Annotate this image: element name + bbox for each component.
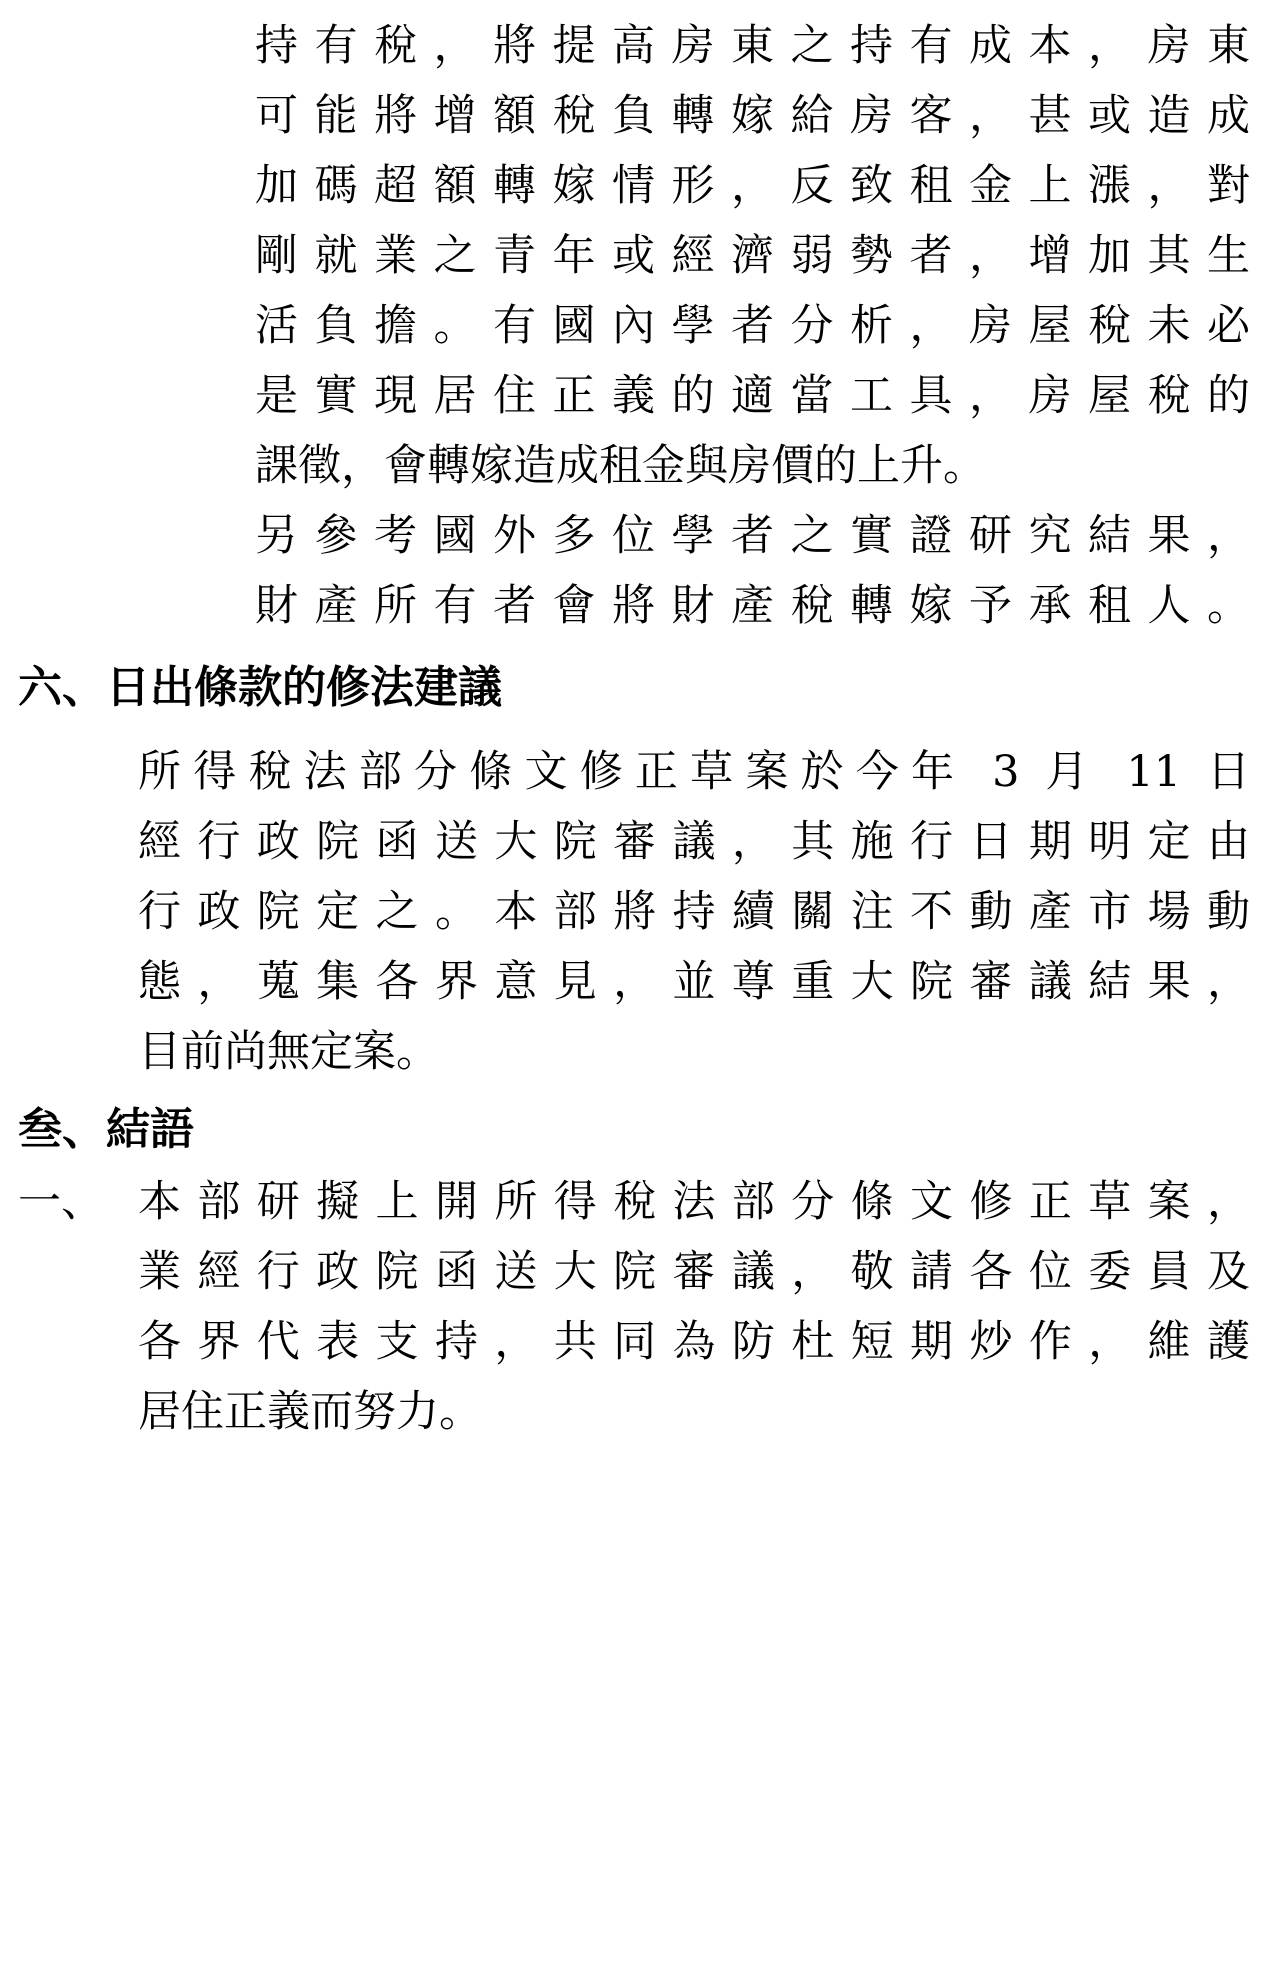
paragraph-line: 剛就業之青年或經濟弱勢者，增加其生 [255, 231, 1250, 281]
paragraph-line: 是實現居住正義的適當工具，房屋稅的 [255, 371, 1250, 421]
item-marker: 一、 [18, 1177, 104, 1227]
paragraph-line: 業經行政院函送大院審議，敬請各位委員及 [138, 1247, 1250, 1297]
paragraph-line: 加碼超額轉嫁情形，反致租金上漲，對 [255, 161, 1250, 211]
paragraph-line: 行政院定之。本部將持續關注不動產市場動 [138, 887, 1250, 937]
paragraph-line: 居住正義而努力。 [138, 1387, 482, 1437]
paragraph-line: 另參考國外多位學者之實證研究結果， [255, 511, 1250, 561]
conclusion-heading: 叁、結語 [18, 1104, 194, 1155]
paragraph-line: 課徵，會轉嫁造成租金與房價的上升。 [255, 441, 986, 491]
paragraph-line: 活負擔。有國內學者分析，房屋稅未必 [255, 301, 1250, 351]
paragraph-line: 態，蒐集各界意見，並尊重大院審議結果， [138, 957, 1250, 1007]
paragraph-line: 財產所有者會將財產稅轉嫁予承租人。 [255, 581, 1250, 631]
paragraph-line: 經行政院函送大院審議，其施行日期明定由 [138, 817, 1250, 867]
paragraph-line: 所得稅法部分條文修正草案於今年 3 月 11 日 [138, 747, 1250, 797]
paragraph-line: 持有稅，將提高房東之持有成本，房東 [255, 21, 1250, 71]
paragraph-line: 本部研擬上開所得稅法部分條文修正草案， [138, 1177, 1250, 1227]
paragraph-line: 目前尚無定案。 [138, 1027, 439, 1077]
paragraph-line: 各界代表支持，共同為防杜短期炒作，維護 [138, 1317, 1250, 1367]
paragraph-line: 可能將增額稅負轉嫁給房客，甚或造成 [255, 91, 1250, 141]
section-heading: 六、日出條款的修法建議 [18, 662, 502, 713]
